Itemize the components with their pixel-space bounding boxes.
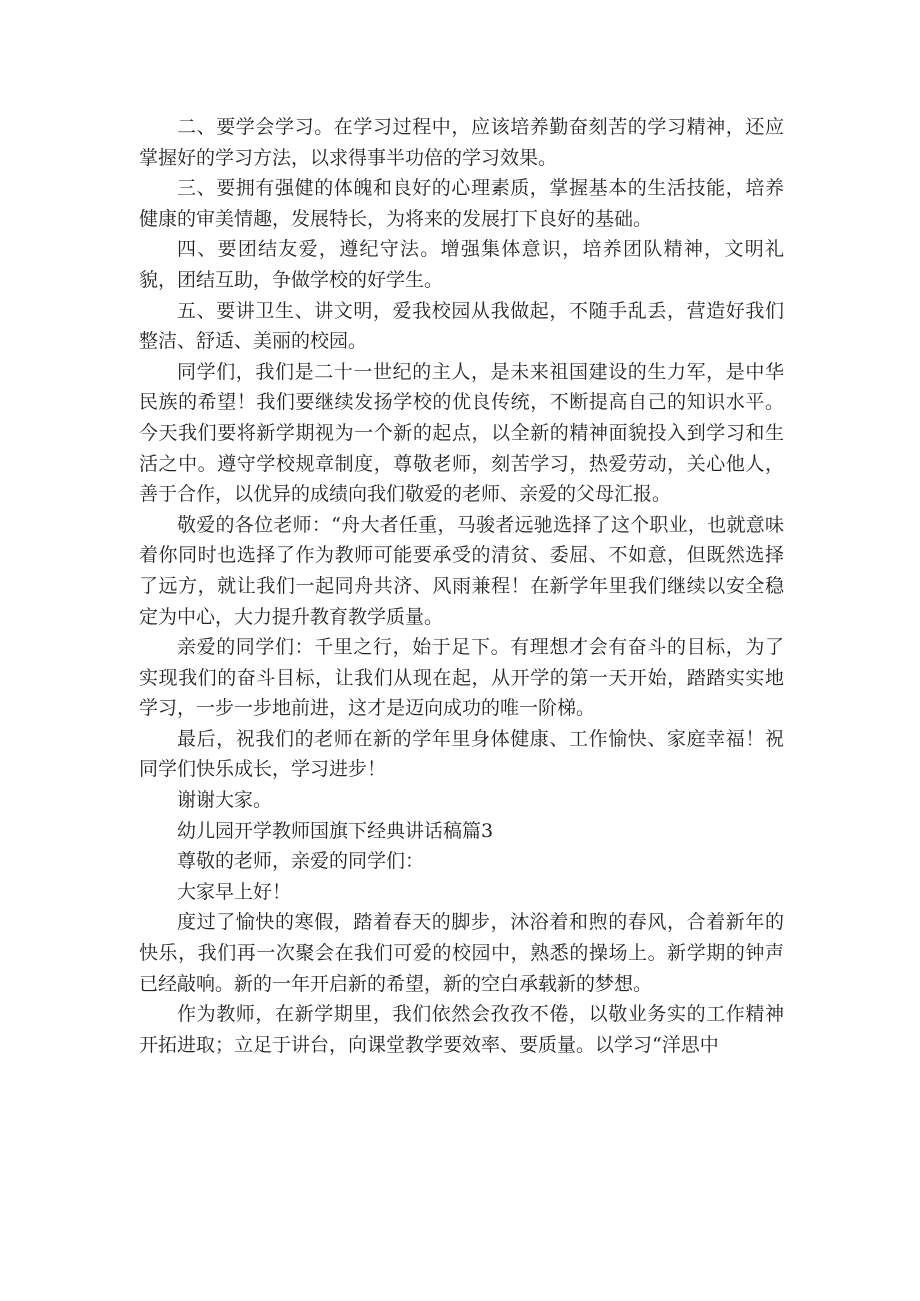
document-body [139,112,784,1060]
paragraph-teachers: 敬爱的各位老师：“舟大者任重，马骏者远驰选择了这个职业，也就意味着你同时也选择了作为教师可能要承受的清贫、委屈、不如意，但既然选择了远方，就让我们一起同舟共济、风雨兼程！在新学年里我们继续以安全稳定为中心，大力提升教育教学质量。 [139,513,784,628]
paragraph-unity: 四、要团结友爱，遵纪守法。增强集体意识，培养团队精神，文明礼貌，团结互助，争做学校的好学生。 [139,238,784,291]
paragraph-salutation: 尊敬的老师，亲爱的同学们： [177,850,425,873]
paragraph-as-teachers: 作为教师，在新学期里，我们依然会孜孜不倦，以敬业务实的工作精神开拓进取；立足于讲台，向课堂教学要效率、要质量。以学习“洋思中 [139,1003,784,1056]
paragraph-greeting: 大家早上好！ [177,880,292,903]
paragraph-hygiene: 五、要讲卫生、讲文明，爱我校园从我做起，不随手乱丢，营造好我们整洁、舒适、美丽的校园。 [139,299,784,353]
paragraph-learning: 二、要学会学习。在学习过程中，应该培养勤奋刻苦的学习精神，还应掌握好的学习方法，以求得事半功倍的学习效果。 [139,116,784,169]
paragraph-dear-students: 亲爱的同学们：千里之行，始于足下。有理想才会有奋斗的目标，为了实现我们的奋斗目标，让我们从现在起，从开学的第一天开始，踏踏实实地学习，一步一步地前进，这才是迈向成功的唯一阶梯。 [139,636,784,720]
section-title: 幼儿园开学教师国旗下经典讲话稿篇3 [177,819,494,842]
paragraph-new-semester: 度过了愉快的寒假，踏着春天的脚步，沐浴着和煦的春风，合着新年的快乐，我们再一次聚会在我们可爱的校园中，熟悉的操场上。新学期的钟声已经敲响。新的一年开启新的希望，新的空白承载新的梦想。 [139,911,784,995]
paragraph-closing-wishes: 最后，祝我们的老师在新的学年里身体健康、工作愉快、家庭幸福！祝同学们快乐成长，学习进步！ [139,727,784,781]
paragraph-students-future: 同学们，我们是二十一世纪的主人，是未来祖国建设的生力军，是中华民族的希望！我们要继续发扬学校的优良传统，不断提高自己的知识水平。今天我们要将新学期视为一个新的起点，以全新的精神面貌投入到学习和生活之中。遵守学校规章制度，尊敬老师，刻苦学习，热爱劳动，关心他人，善于合作，以优异的成绩向我们敬爱的老师、亲爱的父母汇报。 [139,360,784,506]
paragraph-health: 三、要拥有强健的体魄和良好的心理素质，掌握基本的生活技能，培养健康的审美情趣，发展特长，为将来的发展打下良好的基础。 [139,177,784,230]
paragraph-thanks: 谢谢大家。 [177,789,273,812]
